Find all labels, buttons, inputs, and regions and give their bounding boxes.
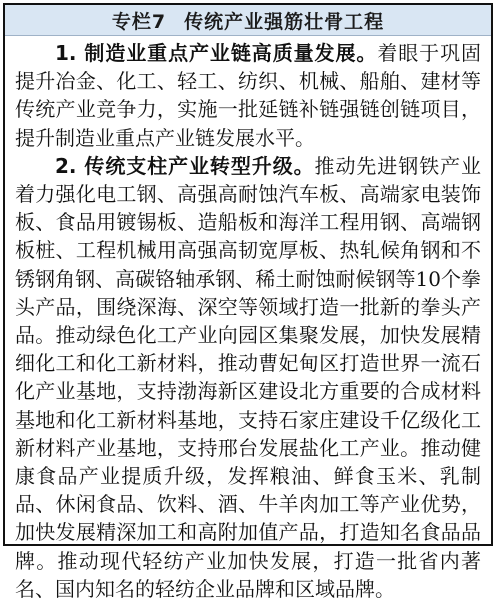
box-number: 专栏7 (111, 10, 167, 33)
paragraph-2-body: 推动先进钢铁产业着力强化电工钢、高强高耐蚀汽车板、高端家电装饰板、食品用镀锡板、造船板和海洋工程用钢、高端钢板桩、工程机械用高强高韧宽厚板、热轧候角钢和不锈钢角钢、高碳铬轴承钢、稀土耐蚀耐候钢等10个拳头产品，围绕深海、深空等领域打造一批新的拳头产品。推动绿色化工产业向园区集聚发展，加快发展精细化工和化工新材料，推动曹妃甸区打造世界一流石化产业基地，支持渤海新区建设北方重要的合成材料基地和化工新材料基地，支持石家庄建设千亿级化工新材料产业基地，支持邢台发展盐化工产业。推动健康食品产业提质升级，发挥粮油、鲜食玉米、乳制品、休闲食品、饮料、酒、牛羊肉加工等产业优势，加快发展精深加工和高附加值产品，打造知名食品品牌。推动现代轻纺产业加快发展，打造一批省内著名、国内知名的轻纺企业品牌和区域品牌。 (15, 153, 481, 601)
box-title: 传统产业强筋壮骨工程 (184, 10, 385, 33)
paragraph-2-heading: 2. 传统支柱产业转型升级。 (55, 153, 315, 178)
paragraph-1 (15, 39, 481, 152)
paragraph-1-body: 着眼于巩固提升冶金、化工、轻工、纺织、机械、船舶、建材等传统产业竞争力，实施一批延链补链强链创链项目，提升制造业重点产业链发展水平。 (15, 41, 481, 150)
paragraph-1-heading: 1. 制造业重点产业链高质量发展。 (55, 41, 378, 65)
box-header (5, 5, 491, 36)
paragraph-2 (15, 152, 481, 603)
feature-box (3, 3, 493, 601)
box-content (5, 36, 491, 603)
